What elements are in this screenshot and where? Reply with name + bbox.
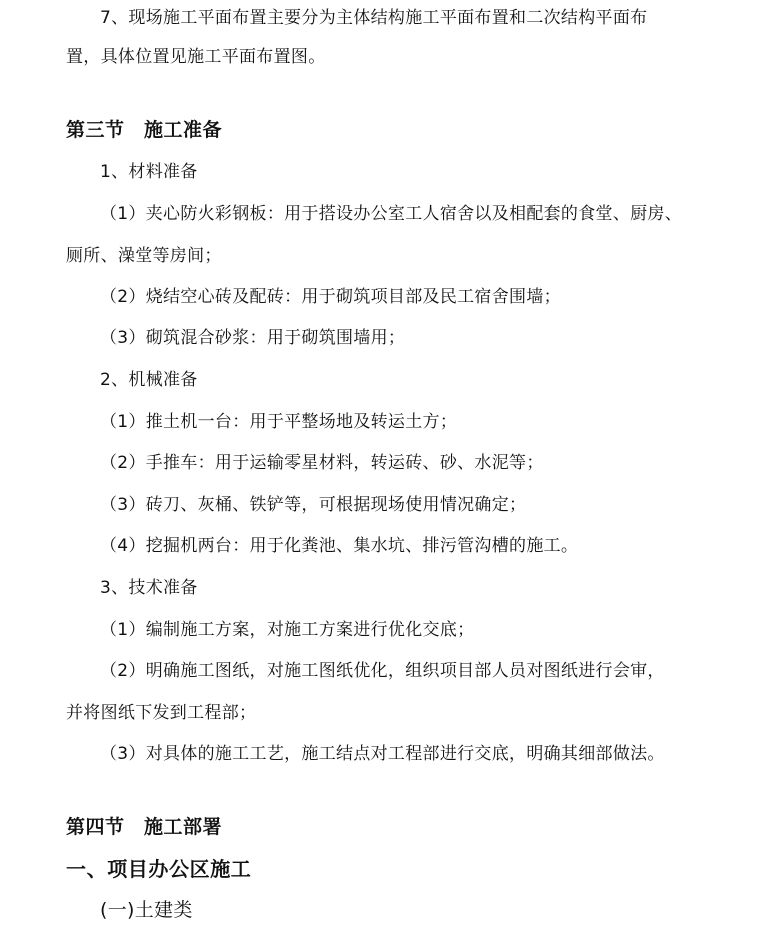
paragraph-line: （2）明确施工图纸，对施工图纸优化，组织项目部人员对图纸进行会审，	[100, 661, 665, 681]
paragraph-line: 置，具体位置见施工平面布置图。	[66, 47, 326, 67]
paragraph-line: （1）编制施工方案，对施工方案进行优化交底；	[100, 620, 475, 640]
paragraph-line: （3）砖刀、灰桶、铁铲等，可根据现场使用情况确定；	[100, 495, 527, 515]
subsection-heading: (一)土建类	[100, 899, 193, 921]
paragraph-line: 厕所、澡堂等房间；	[66, 246, 222, 266]
paragraph-line: （4）挖掘机两台：用于化粪池、集水坑、排污管沟槽的施工。	[100, 536, 579, 556]
paragraph-line: （2）烧结空心砖及配砖：用于砌筑项目部及民工宿舍围墙；	[100, 287, 561, 307]
section-heading: 第三节 施工准备	[66, 119, 223, 141]
paragraph-line: （3）砌筑混合砂浆：用于砌筑围墙用；	[100, 328, 406, 348]
subheading-line: 3、技术准备	[100, 578, 198, 598]
chapter-heading: 一、项目办公区施工	[66, 857, 252, 881]
paragraph-line: 并将图纸下发到工程部；	[66, 703, 257, 723]
paragraph-line: （2）手推车：用于运输零星材料，转运砖、砂、水泥等；	[100, 453, 544, 473]
subheading-line: 2、机械准备	[100, 370, 198, 390]
section-heading: 第四节 施工部署	[66, 816, 223, 838]
paragraph-line: （1）推土机一台：用于平整场地及转运土方；	[100, 412, 458, 432]
paragraph-line: （3）对具体的施工工艺，施工结点对工程部进行交底，明确其细部做法。	[100, 744, 665, 764]
subheading-line: 1、材料准备	[100, 162, 198, 182]
paragraph-line: （1）夹心防火彩钢板：用于搭设办公室工人宿舍以及相配套的食堂、厨房、	[100, 204, 683, 224]
paragraph-line: 7、现场施工平面布置主要分为主体结构施工平面布置和二次结构平面布	[100, 8, 648, 28]
